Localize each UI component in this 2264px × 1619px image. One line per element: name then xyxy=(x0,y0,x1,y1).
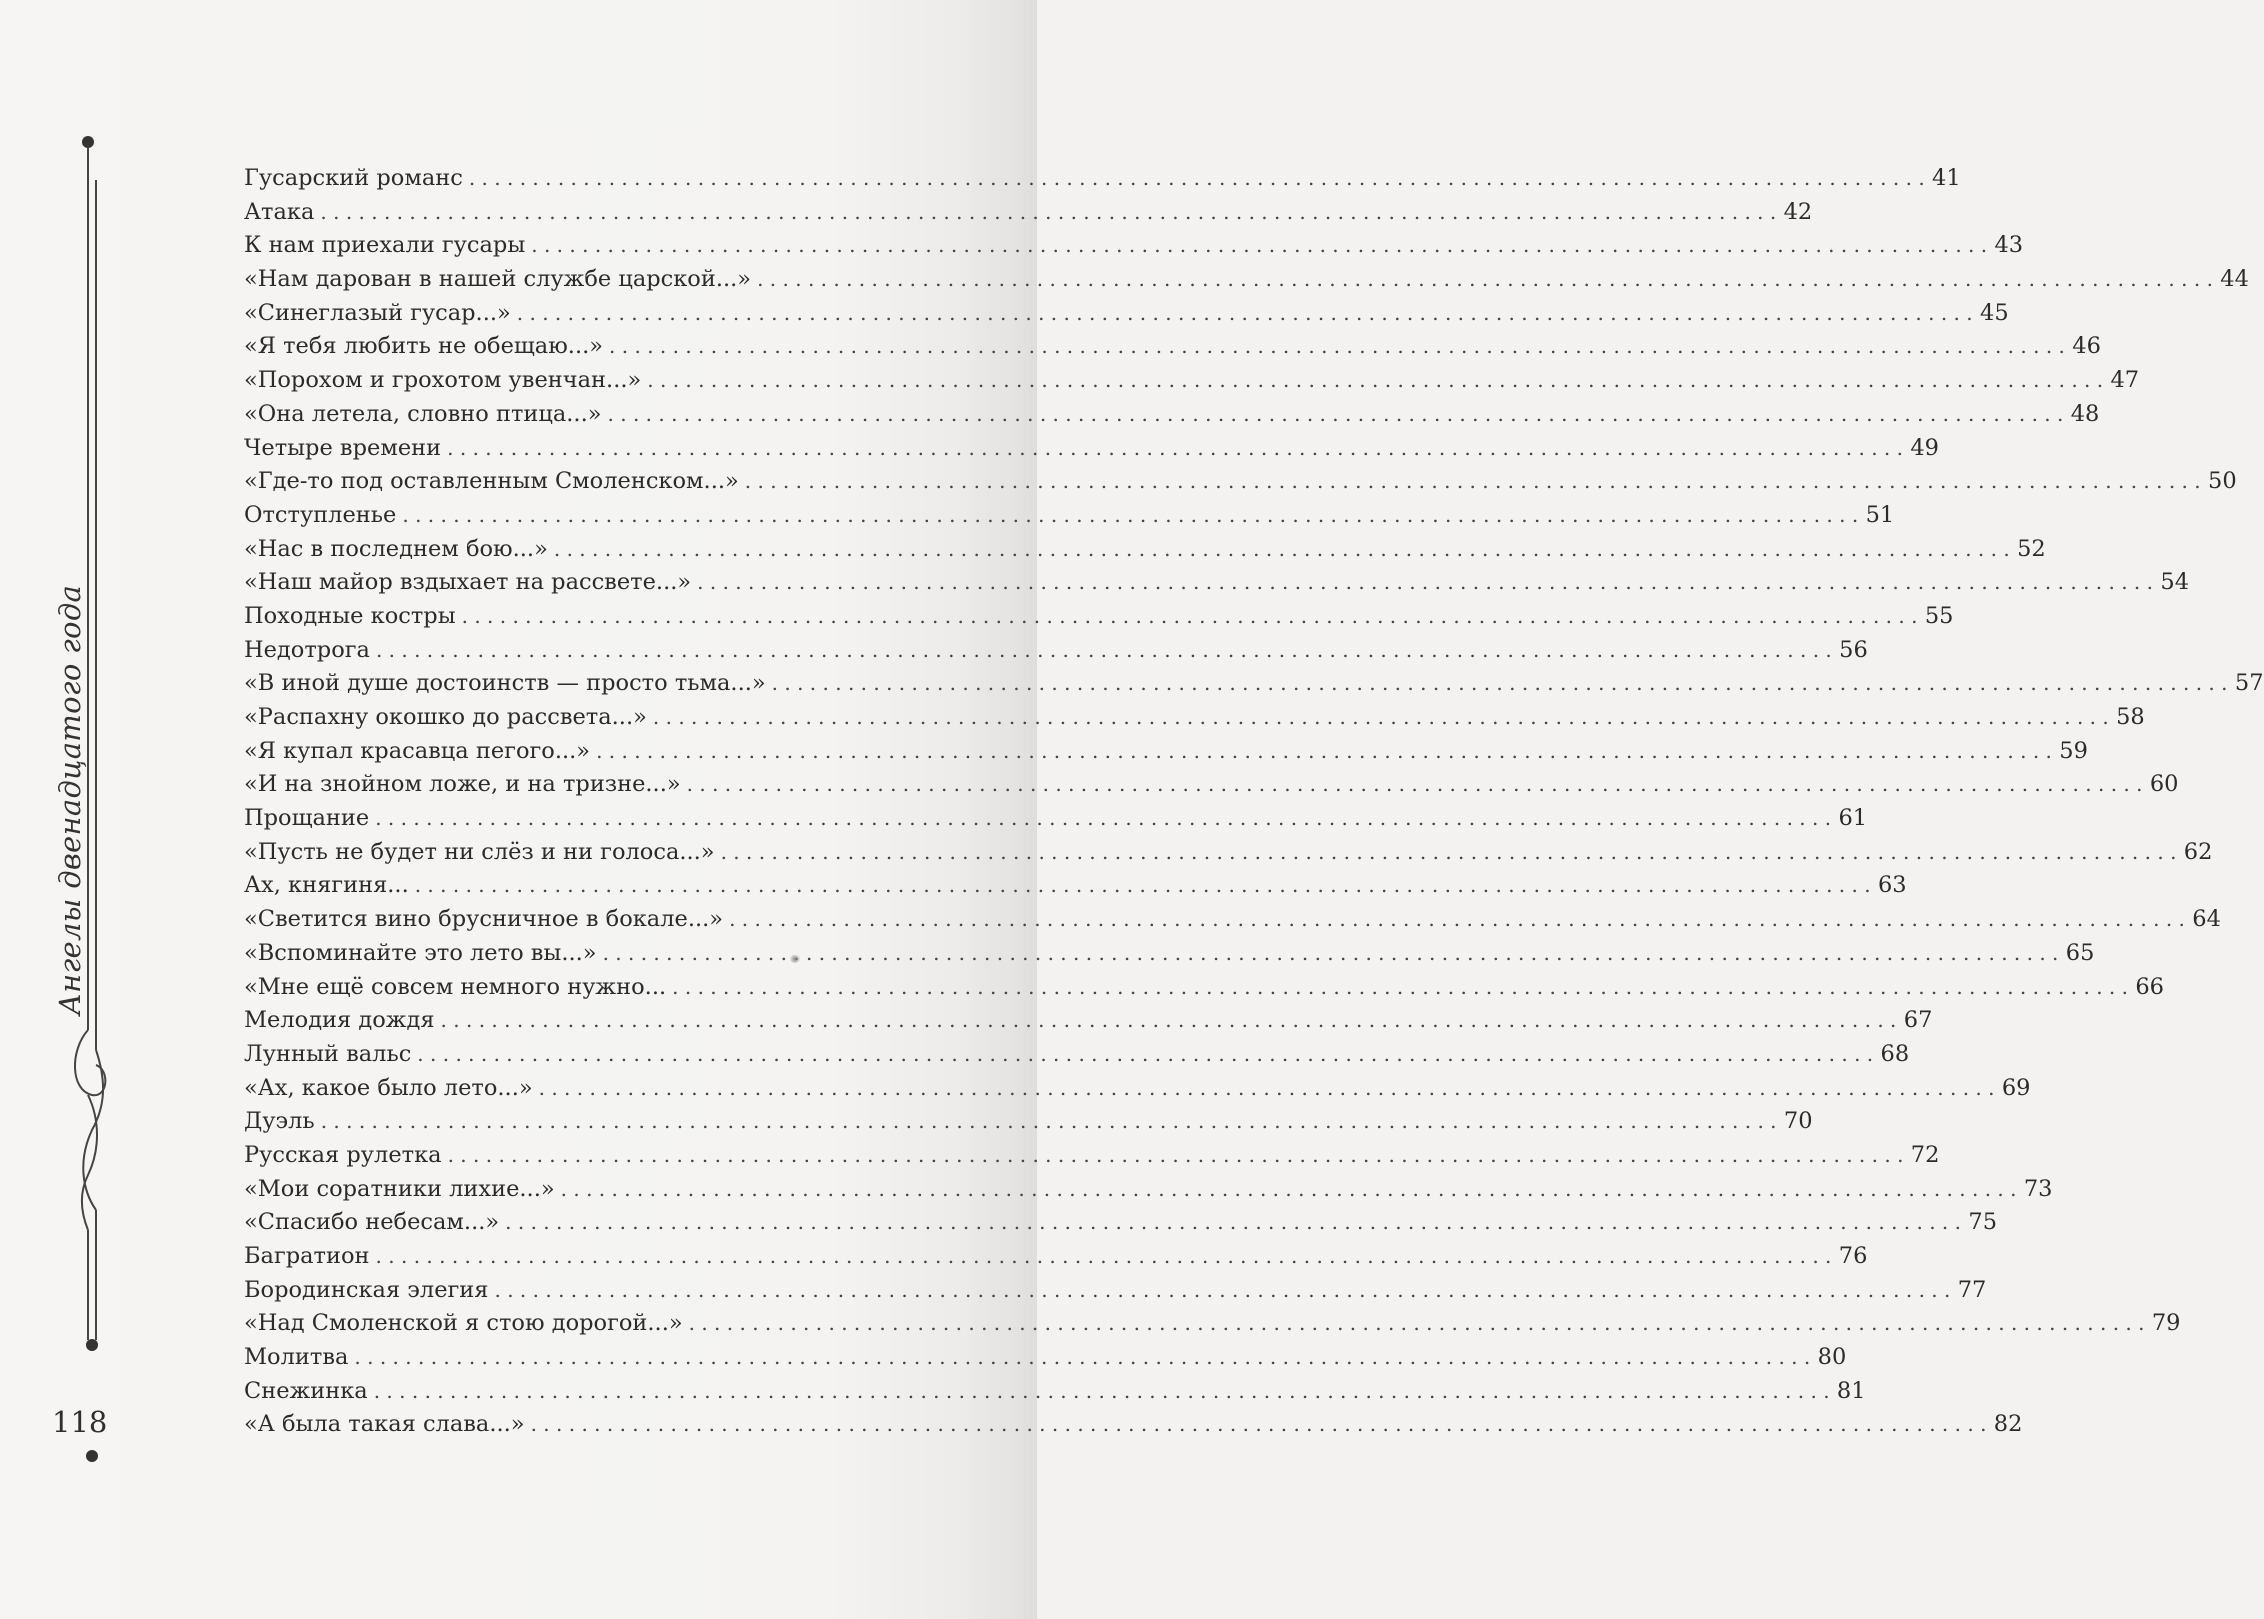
toc-entry-title: Четыре времени xyxy=(244,434,442,461)
toc-entry xyxy=(244,432,1939,466)
toc-leader-dots xyxy=(647,364,2103,398)
toc-entry xyxy=(244,600,1954,634)
toc-entry-page: 68 xyxy=(1880,1040,1910,1067)
toc-leader-dots xyxy=(689,1307,2145,1341)
toc-entry-title: «Синеглазый гусар...» xyxy=(244,299,511,326)
toc-entry xyxy=(244,768,2179,802)
toc-entry-page: 41 xyxy=(1932,165,1961,191)
toc-leader-dots xyxy=(687,768,2143,802)
toc-leader-dots xyxy=(721,836,2177,870)
toc-entry-page: 76 xyxy=(1838,1243,1868,1269)
toc-entry-title: Мелодия дождя xyxy=(244,1007,435,1034)
toc-entry xyxy=(244,735,2088,769)
toc-entry-title: «Распахну окошко до рассвета...» xyxy=(244,704,647,730)
toc-leader-dots xyxy=(415,869,1871,903)
toc-entry-title: «Нас в последнем бою...» xyxy=(244,535,548,562)
toc-entry-page: 64 xyxy=(2192,906,2221,933)
toc-entry-page: 72 xyxy=(1910,1141,1940,1168)
toc-entry-page: 44 xyxy=(2220,266,2249,293)
toc-entry xyxy=(244,667,2264,701)
toc-entry-page: 65 xyxy=(2065,939,2095,966)
toc-entry-title: Русская рулетка xyxy=(244,1141,442,1168)
toc-entry xyxy=(244,398,2100,432)
toc-entry-title: Отступленье xyxy=(244,501,397,528)
table-of-contents xyxy=(244,162,2264,1442)
toc-entry-page: 75 xyxy=(1968,1209,1998,1236)
toc-entry-title: «Светится вино брусничное в бокале...» xyxy=(244,906,724,933)
toc-entry-page: 57 xyxy=(2234,670,2264,697)
toc-entry-title: «Пусть не будет ни слёз и ни голоса...» xyxy=(244,838,715,865)
toc-entry-title: Гусарский романс xyxy=(244,165,463,191)
toc-entry-page: 56 xyxy=(1839,636,1868,663)
toc-leader-dots xyxy=(772,667,2228,701)
ornament-middle-dot xyxy=(86,1339,98,1351)
toc-entry-page: 61 xyxy=(1838,805,1868,832)
toc-entry-title: Бородинская элегия xyxy=(244,1276,489,1303)
toc-leader-dots xyxy=(354,1341,1810,1375)
toc-entry-page: 81 xyxy=(1836,1377,1866,1404)
toc-entry-title: К нам приехали гусары xyxy=(244,232,526,259)
toc-entry-title: Лунный вальс xyxy=(244,1040,412,1067)
toc-leader-dots xyxy=(517,297,1973,331)
toc-leader-dots xyxy=(603,937,2059,971)
print-smudge xyxy=(790,955,800,963)
toc-entry xyxy=(244,1173,2053,1207)
toc-entry-page: 59 xyxy=(2059,737,2088,764)
toc-leader-dots xyxy=(402,499,1858,533)
toc-entry xyxy=(244,1105,1813,1139)
toc-leader-dots xyxy=(417,1038,1873,1072)
toc-leader-dots xyxy=(609,330,2065,364)
toc-entry-page: 49 xyxy=(1910,434,1939,461)
toc-entry xyxy=(244,971,2164,1005)
toc-entry xyxy=(244,802,1868,836)
toc-entry-title: Недотрога xyxy=(244,636,370,663)
toc-entry-page: 70 xyxy=(1783,1108,1813,1135)
ornament-top-dot xyxy=(82,136,94,148)
toc-leader-dots xyxy=(729,903,2185,937)
toc-entry-page: 80 xyxy=(1817,1344,1847,1371)
toc-leader-dots xyxy=(462,600,1918,634)
toc-leader-dots xyxy=(653,701,2109,735)
toc-entry xyxy=(244,836,2213,870)
toc-entry-page: 43 xyxy=(1994,232,2024,259)
running-title xyxy=(40,520,100,1080)
toc-entry-page: 67 xyxy=(1903,1007,1933,1034)
toc-entry-title: «Спасибо небесам...» xyxy=(244,1209,500,1236)
toc-leader-dots xyxy=(531,229,1987,263)
toc-leader-dots xyxy=(448,1139,1904,1173)
toc-leader-dots xyxy=(495,1274,1951,1308)
toc-entry-title: «Вспоминайте это лето вы...» xyxy=(244,939,597,966)
toc-entry-page: 47 xyxy=(2110,367,2140,394)
toc-entry xyxy=(244,162,1961,196)
toc-leader-dots xyxy=(469,162,1925,196)
toc-entry-page: 66 xyxy=(2135,973,2164,1000)
toc-leader-dots xyxy=(596,735,2052,769)
toc-leader-dots xyxy=(320,196,1776,230)
toc-entry xyxy=(244,937,2095,971)
toc-entry-title: Походные костры xyxy=(244,602,456,629)
toc-entry-title: Дуэль xyxy=(244,1108,315,1135)
toc-leader-dots xyxy=(561,1173,2017,1207)
toc-entry xyxy=(244,229,2024,263)
toc-entry-page: 79 xyxy=(2151,1310,2181,1337)
toc-entry-title: «Наш майор вздыхает на рассвете...» xyxy=(244,569,692,596)
toc-entry-page: 82 xyxy=(1993,1411,2023,1438)
toc-entry xyxy=(244,634,1868,668)
toc-entry xyxy=(244,566,2190,600)
toc-entry xyxy=(244,1341,1847,1375)
toc-leader-dots xyxy=(375,802,1831,836)
toc-leader-dots xyxy=(608,398,2064,432)
toc-entry-title: «Я тебя любить не обещаю...» xyxy=(244,333,604,360)
toc-leader-dots xyxy=(376,634,1832,668)
toc-entry xyxy=(244,1004,1933,1038)
toc-entry-title: «Мне ещё совсем немного нужно... xyxy=(244,973,667,1000)
toc-entry-page: 42 xyxy=(1783,198,1813,225)
toc-leader-dots xyxy=(697,566,2153,600)
toc-entry xyxy=(244,1274,1987,1308)
toc-leader-dots xyxy=(505,1206,1961,1240)
toc-entry-page: 45 xyxy=(1980,299,2009,326)
toc-entry xyxy=(244,869,1907,903)
toc-entry-page: 46 xyxy=(2072,333,2101,360)
toc-entry xyxy=(244,499,1895,533)
toc-entry xyxy=(244,903,2221,937)
toc-entry-title: «Где-то под оставленным Смоленском...» xyxy=(244,468,739,495)
toc-entry-page: 48 xyxy=(2070,400,2100,427)
toc-entry-title: Атака xyxy=(244,198,315,225)
toc-leader-dots xyxy=(447,432,1903,466)
toc-entry-title: «Порохом и грохотом увенчан...» xyxy=(244,367,642,394)
running-title-text: Ангелы двенадцатого года xyxy=(53,584,87,1016)
toc-leader-dots xyxy=(441,1004,1897,1038)
toc-entry-title: Снежинка xyxy=(244,1377,368,1404)
toc-leader-dots xyxy=(539,1072,1995,1106)
toc-entry xyxy=(244,297,2009,331)
toc-entry-title: «Нам дарован в нашей службе царской...» xyxy=(244,266,752,293)
toc-entry xyxy=(244,1072,2031,1106)
toc-entry-title: «Я купал красавца пегого...» xyxy=(244,737,591,764)
toc-entry xyxy=(244,1307,2181,1341)
toc-entry-page: 52 xyxy=(2017,535,2046,562)
toc-entry-page: 51 xyxy=(1865,501,1895,528)
toc-entry-page: 50 xyxy=(2208,468,2237,495)
toc-leader-dots xyxy=(672,971,2128,1005)
toc-entry xyxy=(244,701,2145,735)
toc-entry xyxy=(244,1408,2023,1442)
toc-entry-title: «И на знойном ложе, и на тризне...» xyxy=(244,771,681,798)
toc-entry-title: «А была такая слава...» xyxy=(244,1411,525,1438)
toc-entry-title: Прощание xyxy=(244,805,370,832)
toc-entry xyxy=(244,1375,1866,1409)
toc-entry xyxy=(244,1139,1940,1173)
toc-entry-title: Багратион xyxy=(244,1243,370,1269)
toc-entry-page: 63 xyxy=(1877,872,1907,899)
toc-leader-dots xyxy=(757,263,2213,297)
toc-leader-dots xyxy=(376,1240,1832,1274)
toc-entry xyxy=(244,330,2101,364)
toc-entry-title: «Над Смоленской я стою дорогой...» xyxy=(244,1310,683,1337)
toc-leader-dots xyxy=(554,533,2010,567)
toc-entry-page: 60 xyxy=(2149,771,2179,798)
toc-leader-dots xyxy=(745,465,2201,499)
toc-leader-dots xyxy=(374,1375,1830,1409)
toc-entry xyxy=(244,196,1813,230)
toc-entry xyxy=(244,1206,1998,1240)
toc-entry-title: Ах, княгиня... xyxy=(244,872,409,899)
toc-entry-page: 54 xyxy=(2160,569,2190,596)
toc-entry-page: 73 xyxy=(2023,1175,2053,1202)
toc-entry xyxy=(244,465,2237,499)
toc-entry-title: «Ах, какое было лето...» xyxy=(244,1074,533,1101)
toc-entry xyxy=(244,263,2249,297)
toc-leader-dots xyxy=(321,1105,1777,1139)
page-number: 118 xyxy=(52,1405,108,1439)
toc-entry-page: 62 xyxy=(2183,838,2213,865)
toc-entry-title: «В иной душе достоинств — просто тьма...» xyxy=(244,670,766,697)
toc-entry-title: Молитва xyxy=(244,1344,349,1371)
toc-entry-page: 69 xyxy=(2001,1074,2031,1101)
toc-entry-title: «Мои соратники лихие...» xyxy=(244,1175,555,1202)
toc-entry-page: 55 xyxy=(1924,602,1954,629)
toc-entry xyxy=(244,364,2140,398)
toc-entry xyxy=(244,1038,1910,1072)
toc-leader-dots xyxy=(531,1408,1987,1442)
ornament-bottom-dot xyxy=(86,1450,98,1462)
toc-entry-page: 77 xyxy=(1957,1276,1987,1303)
toc-entry-page: 58 xyxy=(2116,704,2145,730)
toc-entry-title: «Она летела, словно птица...» xyxy=(244,400,602,427)
toc-entry xyxy=(244,1240,1868,1274)
toc-entry xyxy=(244,533,2046,567)
